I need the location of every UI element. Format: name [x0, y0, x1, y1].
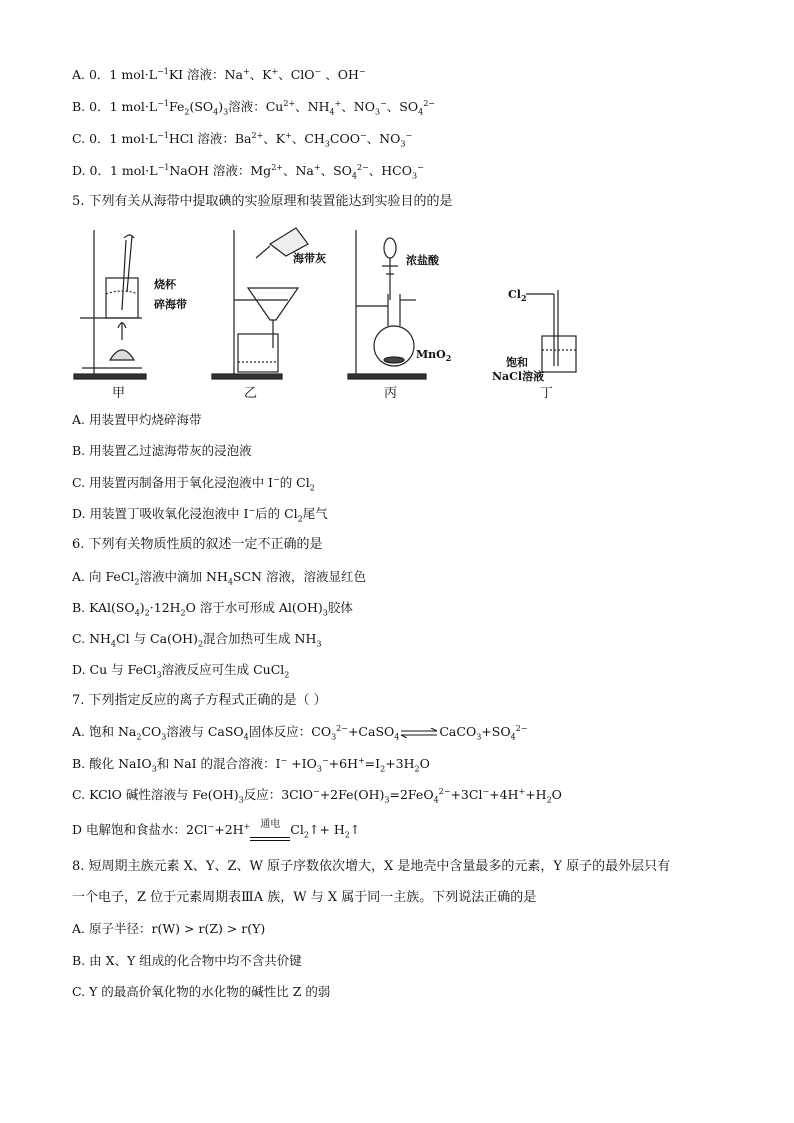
- q8-option-a: A. 原子半径：r(W) > r(Z) > r(Y): [72, 921, 266, 936]
- caption-jia: 甲: [112, 386, 126, 401]
- q8-stem-line1: 8. 短周期主族元素 X、Y、Z、W 原子序数依次增大，X 是地壳中含量最多的元素，Y 原子的最外层只有: [72, 859, 671, 874]
- q7-option-b: B. 酸化 NaIO$_3$和 NaI 的混合溶液：$I^- +IO_3^-+6H^+=I_2+3H_2O$: [72, 755, 430, 774]
- q5-option-d: D. 用装置丁吸收氧化浸泡液中 I−后的 $Cl_2$尾气: [72, 505, 328, 524]
- q6-stem: 6. 下列有关物质性质的叙述一定不正确的是: [72, 537, 323, 552]
- q5-option-b: B. 用装置乙过滤海带灰的浸泡液: [72, 443, 252, 458]
- q7-option-d: D 电解饱和食盐水：2Cl−+2H+ 通电 $Cl_2↑+$ $H_2↑$: [72, 814, 360, 841]
- q5-stem: 5. 下列有关从海带中提取碘的实验原理和装置能达到实验目的的是: [72, 194, 453, 209]
- q6-option-c: C. $NH_4Cl$ 与 $Ca(OH)_2$混合加热可生成 $NH_3$: [72, 631, 322, 649]
- q4-option-b: B. 0．1 $mol\cdot L^{-1}Fe_2(SO_4)_3$溶液：$Cu^{2+}$、$NH_4^+$、$NO_3^-$、$SO_4^{2-}$: [72, 98, 435, 117]
- q4-option-d: D. 0．1 $mol\cdot L^{-1}NaOH$ 溶液：$Mg^{2+}$、Na+、$SO_4^{2-}$、$HCO_3^-$: [72, 162, 424, 181]
- q8-stem-line2: 一个电子，Z 位于元素周期表ⅢA 族，W 与 X 属于同一主族。下列说法正确的是: [72, 890, 537, 905]
- q4-option-c: C. 0．1 $mol\cdot L^{-1}HCl$ 溶液：$Ba^{2+}$、K+、$CH_3COO^-$、$NO_3^-$: [72, 130, 413, 149]
- electrolysis-condition: 通电: [250, 814, 290, 841]
- q7-option-a: A. 饱和 $Na_2CO_3$溶液与 CaSO$_4$固体反应：$CO_3^{2-}+CaSO_4$ $CaCO_3+SO_4^{2-}$: [72, 723, 528, 742]
- q7-stem: 7. 下列指定反应的离子方程式正确的是（ ）: [72, 693, 327, 708]
- q6-option-d: D. Cu 与 FeCl$_3$溶液反应可生成 CuCl$_2$: [72, 662, 290, 680]
- label-acid: 浓盐酸: [406, 254, 439, 267]
- q8-option-c: C. Y 的最高价氧化物的水化物的碱性比 Z 的弱: [72, 984, 331, 999]
- label-nacl: NaCl溶液: [492, 370, 545, 383]
- label-saturated: 饱和: [506, 356, 528, 369]
- q4-option-a: A. 0．1 $mol\cdot L^{-1}KI$ 溶液：Na+、K+、ClO− 、OH−: [72, 66, 366, 82]
- q5-option-c: C. 用装置丙制备用于氧化浸泡液中 I−的 $Cl_2$: [72, 474, 315, 493]
- label-ash: 海带灰: [293, 252, 326, 265]
- equilibrium-arrow-icon: [399, 728, 439, 738]
- label-beaker: 烧杯: [154, 278, 176, 291]
- q5-option-a: A. 用装置甲灼烧碎海带: [72, 412, 202, 427]
- q7-option-c: C. KClO 碱性溶液与 $Fe(OH)_3$反应：$3ClO^-+2Fe(OH)_3=2FeO_4^{2-}+3Cl^-+4H^++H_2O$: [72, 786, 562, 805]
- caption-bing: 丙: [384, 386, 398, 401]
- q6-option-b: B. $KAl(SO_4)_2\cdot 12H_2O$ 溶于水可形成 $Al(OH)_3$胶体: [72, 600, 353, 618]
- caption-ding: 丁: [540, 386, 554, 401]
- apparatus-figure: [72, 222, 592, 400]
- label-cl2: $Cl_2$: [508, 288, 527, 304]
- caption-yi: 乙: [244, 386, 258, 401]
- q6-option-a: A. 向 FeCl$_2$溶液中滴加 $NH_4SCN$ 溶液，溶液显红色: [72, 569, 366, 587]
- q8-option-b: B. 由 X、Y 组成的化合物中均不含共价键: [72, 953, 302, 968]
- label-mno2: MnO$_2$: [416, 348, 452, 364]
- label-seaweed: 碎海带: [154, 298, 187, 311]
